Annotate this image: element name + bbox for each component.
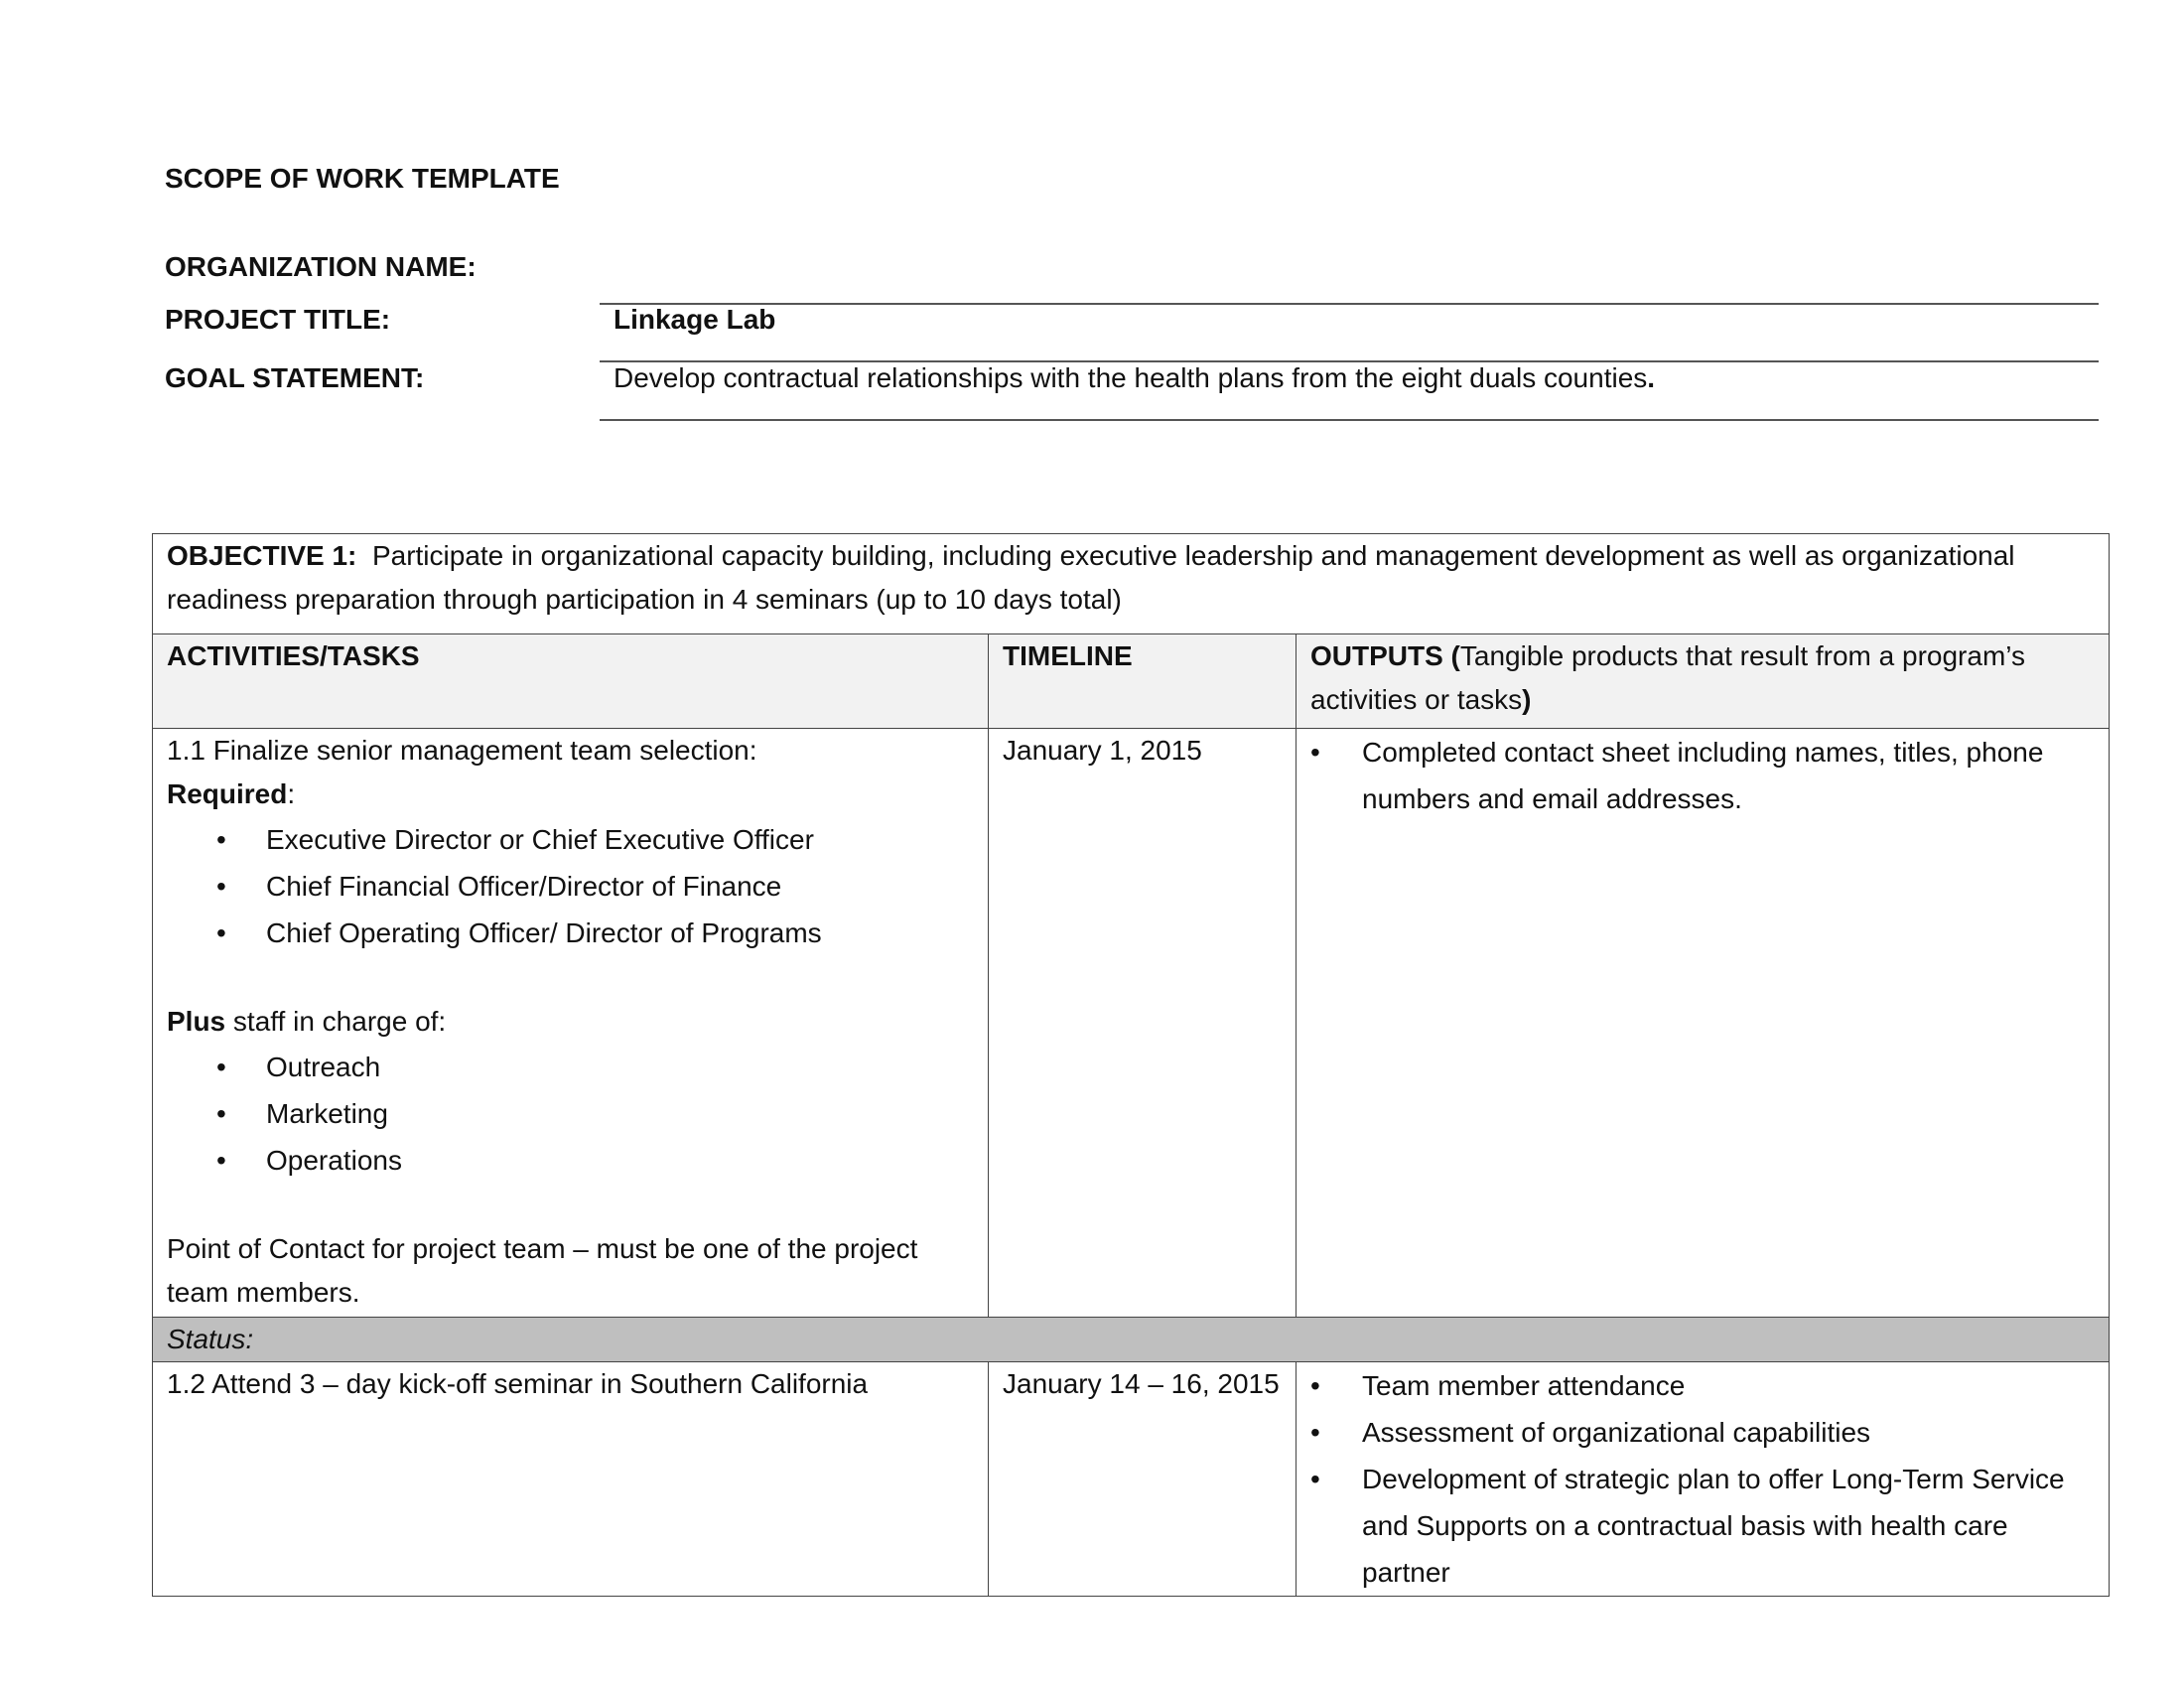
plus-text: staff in charge of: bbox=[225, 1006, 447, 1037]
goal-statement-rule-bottom bbox=[600, 419, 2099, 421]
project-title-rule-top bbox=[600, 303, 2099, 305]
project-title-label: PROJECT TITLE: bbox=[165, 304, 391, 335]
organization-name-label: ORGANIZATION NAME: bbox=[165, 251, 477, 282]
header-row bbox=[153, 634, 2110, 729]
task-1-required-line bbox=[167, 773, 974, 816]
required-roles-list bbox=[167, 816, 974, 956]
list-item: • Operations bbox=[167, 1137, 974, 1184]
list-item: • Assessment of organizational capabilities bbox=[1310, 1409, 2095, 1456]
activities-header: ACTIVITIES/TASKS bbox=[153, 634, 989, 729]
objective-label: OBJECTIVE 1: bbox=[167, 540, 357, 571]
task-2-outputs-cell bbox=[1297, 1362, 2110, 1597]
document-title: SCOPE OF WORK TEMPLATE bbox=[165, 163, 560, 194]
list-item: • Marketing bbox=[167, 1090, 974, 1137]
status-row bbox=[153, 1318, 2110, 1362]
point-of-contact-note: Point of Contact for project team – must be one of the project team members. bbox=[167, 1233, 918, 1308]
objective-text: Participate in organizational capacity building, including executive leadership and management development as well as organizational readiness preparation through participation in 4 seminars (up to 10 days total) bbox=[167, 540, 2015, 615]
task-1-title: 1.1 Finalize senior management team selection: bbox=[167, 735, 757, 766]
task-1-activities-cell bbox=[153, 729, 989, 1318]
outputs-header-label: OUTPUTS ( bbox=[1310, 640, 1460, 671]
task-2-activities-cell: 1.2 Attend 3 – day kick-off seminar in Southern California bbox=[153, 1362, 989, 1597]
goal-statement-text: Develop contractual relationships with the health plans from the eight duals counties bbox=[614, 362, 1648, 393]
goal-statement-label: GOAL STATEMENT: bbox=[165, 362, 425, 393]
outputs-header-desc: Tangible products that result from a program’s activities or tasks bbox=[1310, 640, 2025, 715]
required-label: Required bbox=[167, 778, 288, 809]
task-1-timeline: January 1, 2015 bbox=[989, 729, 1297, 1318]
goal-statement-period: . bbox=[1647, 362, 1656, 393]
outputs-header-close: ) bbox=[1522, 684, 1532, 715]
plus-staff-list bbox=[167, 1044, 974, 1184]
timeline-header: TIMELINE bbox=[989, 634, 1297, 729]
required-colon: : bbox=[287, 778, 296, 809]
task-row-2 bbox=[153, 1362, 2110, 1597]
list-item: • Executive Director or Chief Executive Officer bbox=[167, 816, 974, 863]
outputs-header bbox=[1297, 634, 2110, 729]
task-2-outputs-list bbox=[1310, 1362, 2095, 1596]
list-item: • Chief Financial Officer/Director of Finance bbox=[167, 863, 974, 910]
objective-row bbox=[153, 534, 2110, 634]
list-item: • Outreach bbox=[167, 1044, 974, 1090]
plus-label: Plus bbox=[167, 1006, 226, 1037]
list-item: • Completed contact sheet including names, titles, phone numbers and email addresses. bbox=[1310, 729, 2095, 822]
list-item: • Development of strategic plan to offer Long-Term Service and Supports on a contractual basis with health care partner bbox=[1310, 1456, 2095, 1596]
task-2-timeline: January 14 – 16, 2015 bbox=[989, 1362, 1297, 1597]
task-1-outputs-list bbox=[1310, 729, 2095, 822]
scope-of-work-table bbox=[152, 533, 2110, 1597]
status-cell: Status: bbox=[153, 1318, 2110, 1362]
project-title-value: Linkage Lab bbox=[614, 304, 776, 335]
goal-statement-value bbox=[614, 362, 1655, 394]
list-item: • Team member attendance bbox=[1310, 1362, 2095, 1409]
plus-staff-line bbox=[167, 1000, 974, 1044]
task-row-1 bbox=[153, 729, 2110, 1318]
task-1-outputs-cell bbox=[1297, 729, 2110, 1318]
list-item: • Chief Operating Officer/ Director of Programs bbox=[167, 910, 974, 956]
objective-cell bbox=[153, 534, 2110, 634]
